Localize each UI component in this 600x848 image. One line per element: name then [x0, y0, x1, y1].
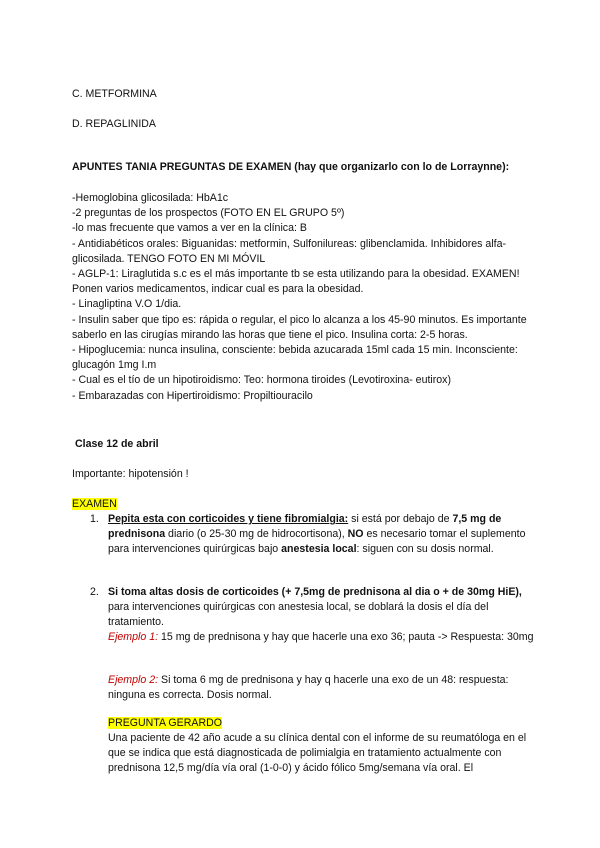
notes-line: -2 preguntas de los prospectos (FOTO EN EL GRUPO 5º)	[72, 207, 345, 220]
item-1-bold-dose: 7,5 mg de prednisona	[108, 513, 502, 541]
item-1-bold-anestesia: anestesia local	[281, 543, 357, 556]
item-1-number: 1.	[90, 513, 99, 525]
item-1-text: si está por debajo de	[348, 513, 453, 525]
example-1-label: Ejemplo 1:	[108, 631, 159, 643]
question-label-wrap	[108, 716, 538, 731]
example-2-text: Si toma 6 mg de prednisona y hay q hacerle una exo de un 48: respuesta: ninguna es correcta. Dosis normal.	[108, 674, 509, 702]
question-label: PREGUNTA GERARDO	[108, 717, 222, 729]
exam-label: EXAMEN	[72, 498, 117, 510]
item-1-lead: Pepita esta con corticoides y tiene fibromialgia:	[108, 513, 349, 525]
option-c: C. METFORMINA	[72, 88, 157, 100]
important-note: Importante: hipotensión !	[72, 468, 189, 480]
item-2-text: para intervenciones quirúrgicas con anestesia local, se doblará la dosis el día del tratamiento.	[108, 601, 489, 629]
example-2	[108, 673, 538, 703]
item-1-bold-no: NO	[347, 528, 364, 541]
example-1-text: 15 mg de prednisona y hay que hacerle una exo 36; pauta -> Respuesta: 30mg	[158, 631, 534, 643]
item-1	[108, 512, 538, 558]
question-text: Una paciente de 42 año acude a su clínica dental con el informe de su reumatóloga en el que se indica que está diagnosticada de polimialgia en tratamiento actualmente con prednisona 12,5 mg/día vía oral (1-0-0) y ácido fólico 5mg/semana vía oral. El	[108, 732, 527, 775]
exam-label-wrap	[72, 497, 532, 512]
notes-line: - Linagliptina V.O 1/dia.	[72, 298, 182, 311]
notes-line: -lo mas frecuente que vamos a ver en la clínica: B	[72, 222, 307, 235]
option-d: D. REPAGLINIDA	[72, 118, 156, 130]
notes-line: - Embarazadas con Hipertiroidismo: Propiltiouracilo	[72, 389, 313, 402]
item-2-number: 2.	[90, 586, 99, 598]
item-1-text: diario (o 25-30 mg de hidrocortisona),	[165, 528, 348, 541]
notes-line: - Cual es el tío de un hipotiroidismo: Teo: hormona tiroides (Levotiroxina- eutirox)	[72, 374, 452, 387]
notes-line: - Insulin saber que tipo es: rápida o regular, el pico lo alcanza a los 45-90 minutos. Es importante saberlo en las cirugías mirando las horas que tiene el pico. Insulina corta: 2-5 horas.	[72, 313, 527, 341]
notes-heading: APUNTES TANIA PREGUNTAS DE EXAMEN (hay que organizarlo con lo de Lorraynne):	[72, 161, 510, 173]
notes-list	[72, 191, 532, 404]
class-title: Clase 12 de abril	[75, 438, 159, 450]
notes-line: -Hemoglobina glicosilada: HbA1c	[72, 192, 229, 204]
notes-line: - AGLP-1: Liraglutida s.c es el más importante tb se esta utilizando para la obesidad. EXAMEN! Ponen varios medicamentos, indicar cual es para la obesidad.	[72, 268, 520, 296]
notes-line: - Hipoglucemia: nunca insulina, consciente: bebida azucarada 15ml cada 15 min. Inconsciente: glucagón 1mg I.m	[72, 344, 518, 372]
notes-line: - Antidiabéticos orales: Biguanidas: metformin, Sulfonilureas: glibenclamida. Inhibidores alfa-glicosilada. TENGO FOTO EN MI MÓVIL	[72, 237, 506, 265]
item-1-text: es necesario tomar el suplemento para intervenciones quirúrgicas bajo	[108, 528, 526, 556]
item-1-text: : siguen con su dosis normal.	[356, 543, 494, 556]
item-2-lead: Si toma altas dosis de corticoides (+ 7,5mg de prednisona al dia o + de 30mg HiE),	[108, 586, 522, 598]
example-2-label: Ejemplo 2:	[108, 674, 159, 686]
example-1	[108, 630, 538, 645]
item-2	[108, 585, 538, 631]
